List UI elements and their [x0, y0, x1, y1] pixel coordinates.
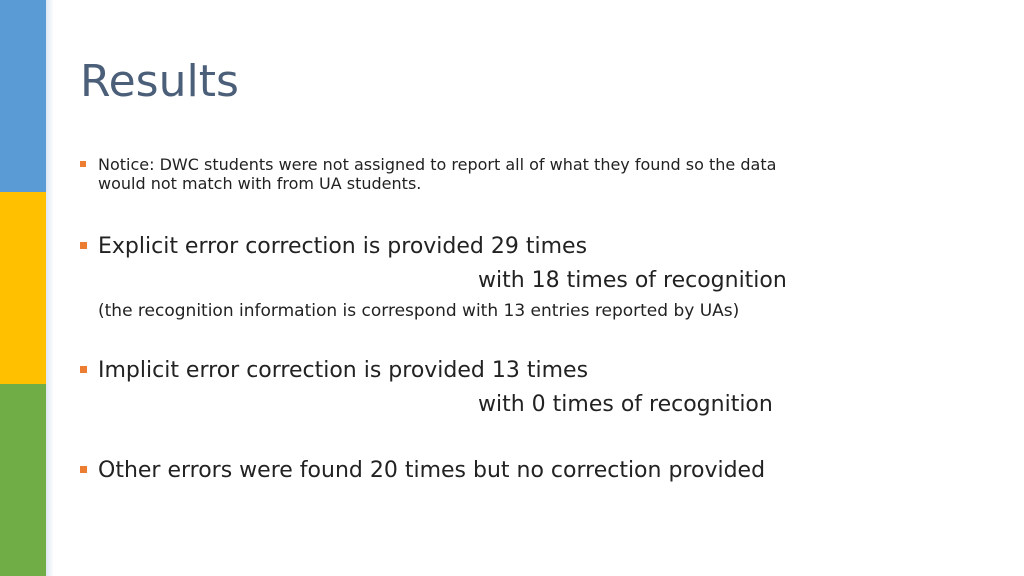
bullet-item-notice — [80, 155, 980, 193]
bullet-text-line: would not match with from UA students. — [98, 174, 422, 193]
bullet-text-line: Notice: DWC students were not assigned to report all of what they found so the data — [98, 155, 777, 174]
bullet-text: Explicit error correction is provided 29 times — [98, 234, 588, 259]
slide-title: Results — [80, 56, 239, 107]
accent-bar-yellow — [0, 192, 46, 384]
bullet-marker — [80, 466, 87, 473]
bullet-text: Other errors were found 20 times but no correction provided — [98, 458, 766, 483]
bullet-item-implicit — [80, 356, 980, 386]
bullet-item-explicit — [80, 232, 980, 262]
bullet-continuation: with 0 times of recognition — [478, 392, 773, 417]
accent-bar-blue — [0, 0, 46, 192]
bullet-continuation: with 18 times of recognition — [478, 268, 787, 293]
bullet-marker — [80, 161, 86, 167]
bullet-marker — [80, 242, 87, 249]
bullet-marker — [80, 366, 87, 373]
bullet-text: Implicit error correction is provided 13 times — [98, 358, 589, 383]
accent-bar-shadow — [46, 0, 54, 576]
bullet-note: (the recognition information is correspond with 13 entries reported by UAs) — [98, 301, 740, 321]
accent-bar-green — [0, 384, 46, 576]
bullet-item-other — [80, 456, 980, 486]
